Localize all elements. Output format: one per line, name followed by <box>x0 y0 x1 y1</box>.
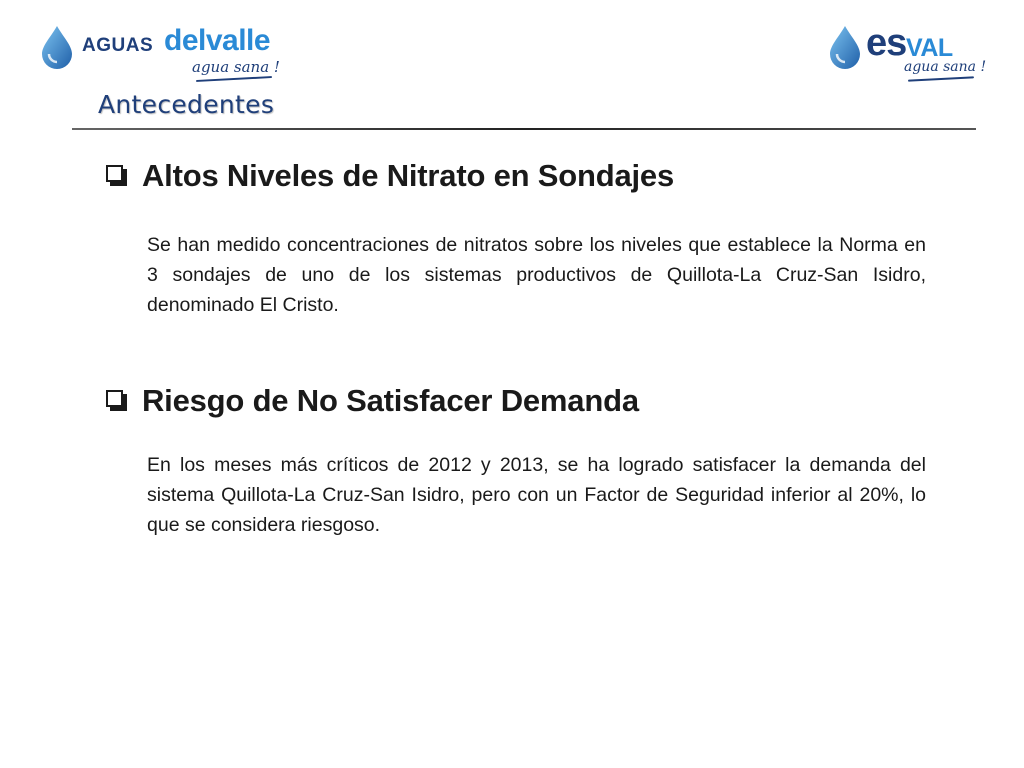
logo-word-aguas: AGUAS <box>82 35 154 56</box>
heading-text: Altos Niveles de Nitrato en Sondajes <box>142 158 675 193</box>
logo-tagline: agua sana ! <box>192 58 280 76</box>
logo-word-val: VAL <box>906 34 953 62</box>
logo-word-delvalle: delvalle <box>164 24 271 57</box>
logo-swoosh <box>196 76 272 82</box>
logo-word-es: es <box>866 22 907 64</box>
water-drop-icon <box>40 24 74 70</box>
paragraph-nitrate: Se han medido concentraciones de nitratos sobre los niveles que establece la Norma en 3 sondajes de uno de los sistemas productivos de Quillota-La Cruz-San Isidro, denominado El Cristo. <box>147 234 926 316</box>
bullet-heading-demand <box>106 383 639 419</box>
title-divider <box>72 128 976 130</box>
water-drop-icon <box>828 24 862 70</box>
logo-tagline: agua sana ! <box>904 59 987 75</box>
paragraph-demand: En los meses más críticos de 2012 y 2013, se ha logrado satisfacer la demanda del sistema Quillota-La Cruz-San Isidro, pero con un Factor de Seguridad inferior al 20%, lo que se considera riesgoso. <box>147 454 926 536</box>
bullet-heading-nitrate <box>106 158 674 194</box>
section-title: Antecedentes <box>98 90 275 119</box>
esval-logo <box>828 20 988 84</box>
heading-text: Riesgo de No Satisfacer Demanda <box>142 383 639 418</box>
logo-swoosh <box>908 76 974 81</box>
aguas-delvalle-logo <box>40 20 290 84</box>
checkbox-bullet-icon <box>106 165 128 187</box>
checkbox-bullet-icon <box>106 390 128 412</box>
